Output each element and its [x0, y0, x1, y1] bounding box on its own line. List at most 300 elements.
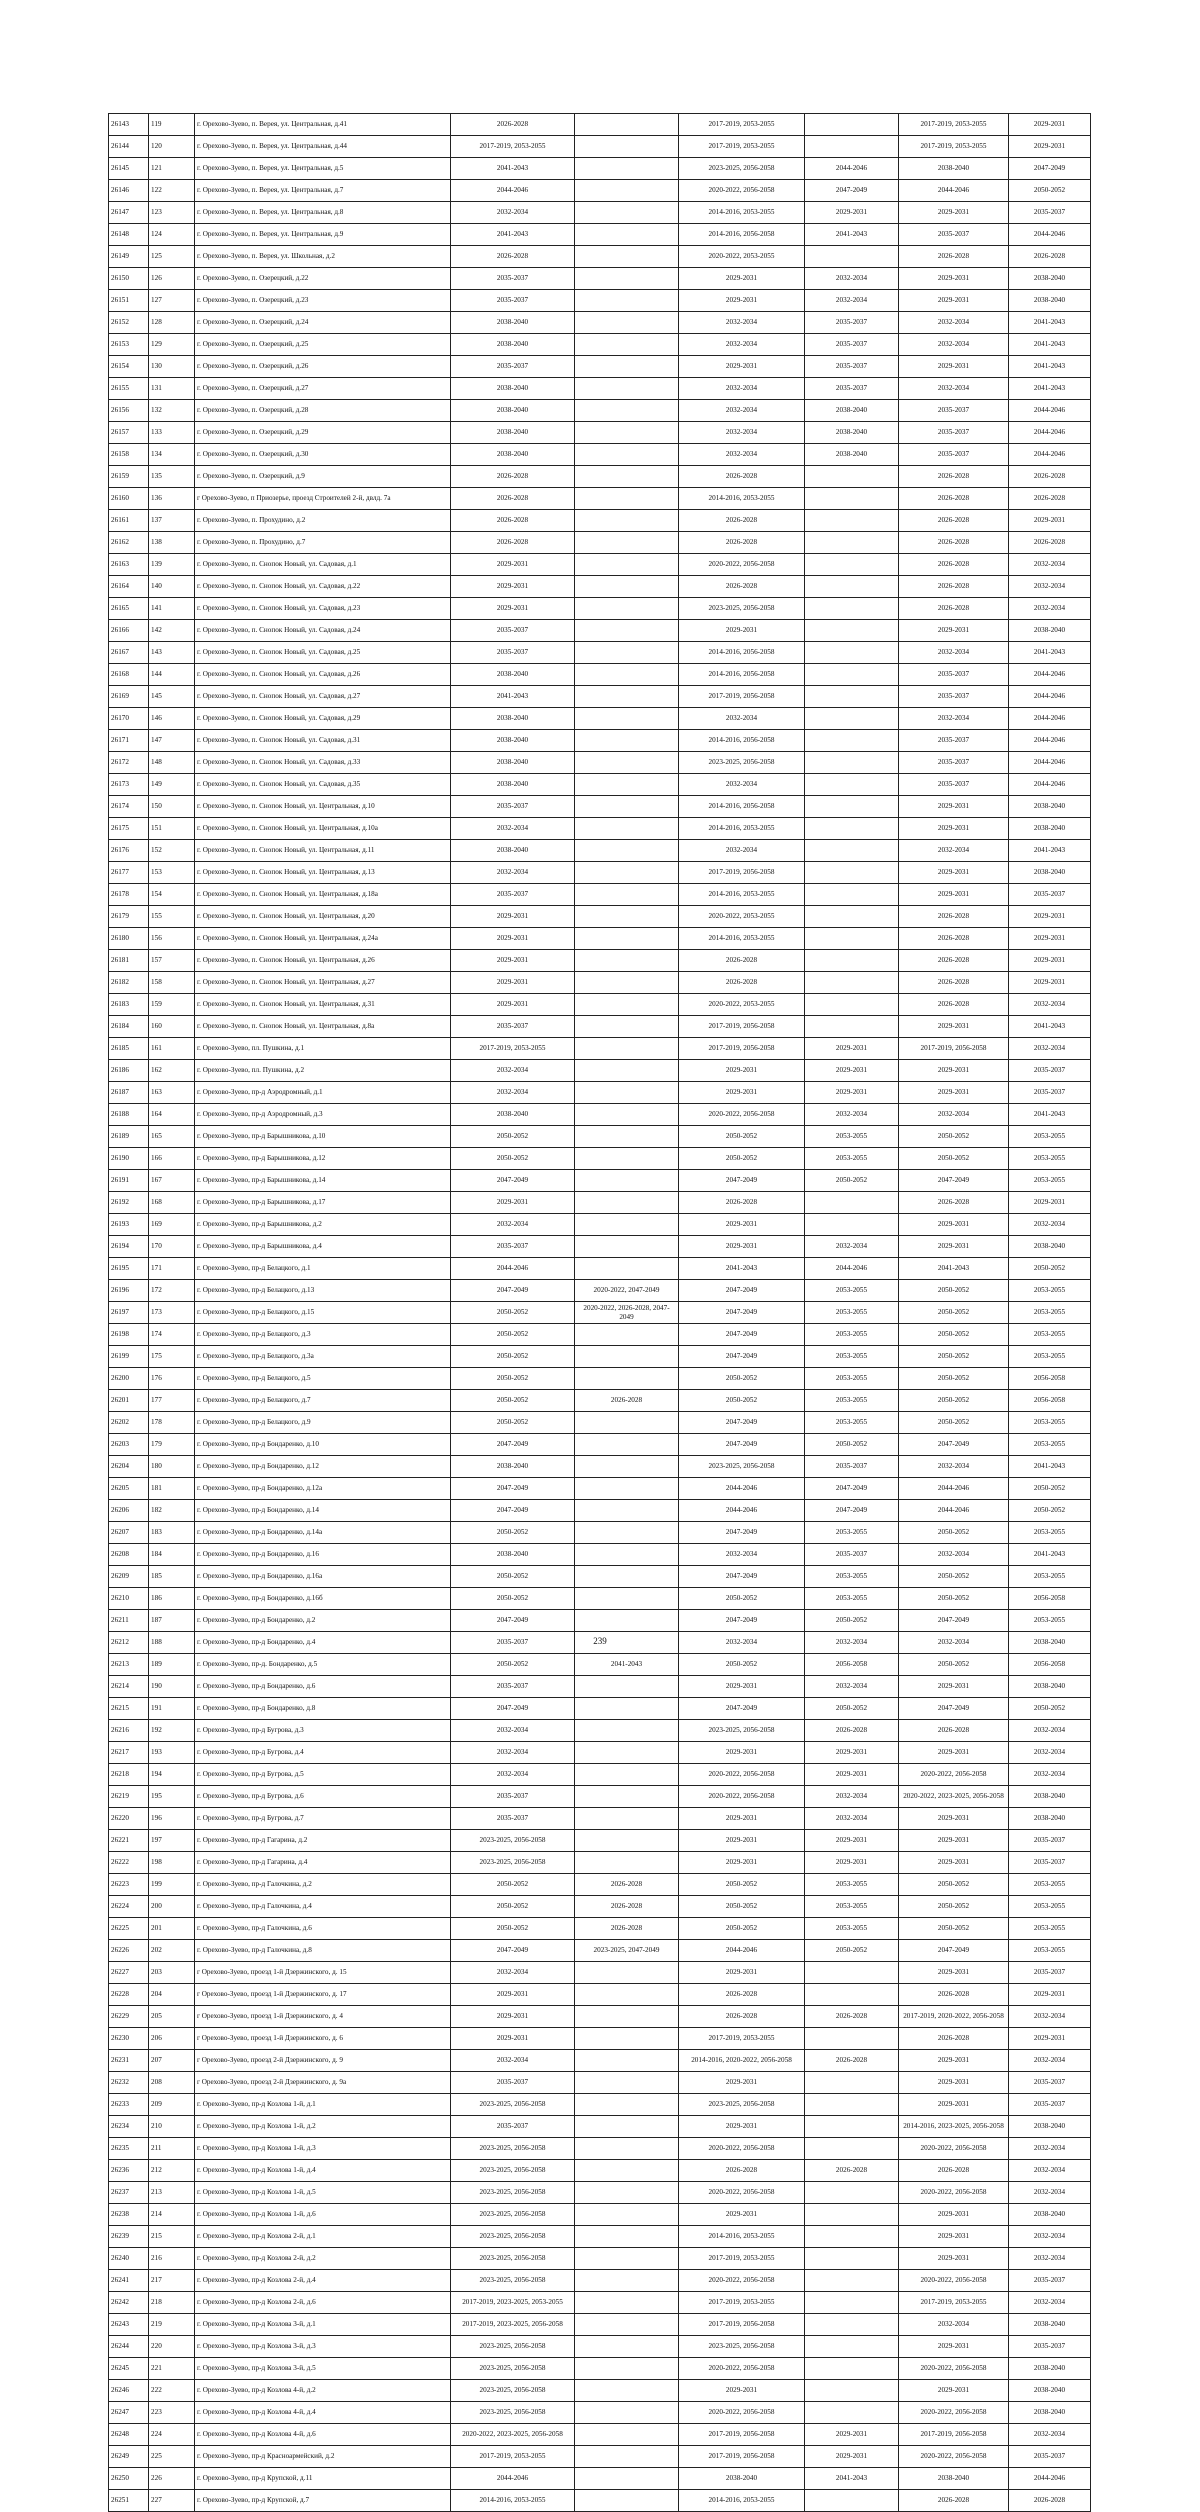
period-2-cell	[575, 158, 679, 180]
period-2-cell	[575, 752, 679, 774]
period-6-cell: 2053-2055	[1009, 1918, 1091, 1940]
row-number-cell: 26144	[109, 136, 149, 158]
table-row	[109, 180, 1091, 202]
item-number-cell: 215	[149, 2226, 195, 2248]
table-row	[109, 1896, 1091, 1918]
row-number-cell: 26224	[109, 1896, 149, 1918]
row-number-cell: 26232	[109, 2072, 149, 2094]
period-6-cell: 2038-2040	[1009, 2116, 1091, 2138]
period-1-cell: 2029-2031	[451, 2028, 575, 2050]
period-3-cell: 2026-2028	[679, 950, 805, 972]
table-row	[109, 950, 1091, 972]
item-number-cell: 186	[149, 1588, 195, 1610]
address-cell: г. Орехово-Зуево, пр-д Белацкого, д.1	[195, 1258, 451, 1280]
item-number-cell: 146	[149, 708, 195, 730]
period-5-cell: 2050-2052	[899, 1522, 1009, 1544]
period-1-cell: 2035-2037	[451, 642, 575, 664]
period-4-cell	[805, 554, 899, 576]
period-6-cell: 2032-2034	[1009, 2226, 1091, 2248]
table-row	[109, 1148, 1091, 1170]
period-1-cell: 2047-2049	[451, 1434, 575, 1456]
table-row	[109, 884, 1091, 906]
item-number-cell: 179	[149, 1434, 195, 1456]
address-cell: г. Орехово-Зуево, п. Озерецкий, д.9	[195, 466, 451, 488]
period-3-cell: 2029-2031	[679, 1742, 805, 1764]
period-4-cell	[805, 2248, 899, 2270]
period-6-cell: 2050-2052	[1009, 1500, 1091, 1522]
register-table-container	[108, 113, 1090, 2512]
period-2-cell	[575, 2336, 679, 2358]
row-number-cell: 26250	[109, 2468, 149, 2490]
table-row	[109, 730, 1091, 752]
item-number-cell: 158	[149, 972, 195, 994]
address-cell: г. Орехово-Зуево, пр-д Галочкина, д.4	[195, 1896, 451, 1918]
period-1-cell: 2038-2040	[451, 334, 575, 356]
period-5-cell: 2026-2028	[899, 576, 1009, 598]
period-2-cell	[575, 1786, 679, 1808]
period-6-cell: 2056-2058	[1009, 1654, 1091, 1676]
table-row	[109, 1126, 1091, 1148]
period-1-cell: 2029-2031	[451, 576, 575, 598]
table-row	[109, 356, 1091, 378]
item-number-cell: 195	[149, 1786, 195, 1808]
row-number-cell: 26169	[109, 686, 149, 708]
period-3-cell: 2020-2022, 2056-2058	[679, 2270, 805, 2292]
item-number-cell: 227	[149, 2490, 195, 2512]
period-1-cell: 2038-2040	[451, 1544, 575, 1566]
period-5-cell: 2029-2031	[899, 1236, 1009, 1258]
period-6-cell: 2041-2043	[1009, 1104, 1091, 1126]
row-number-cell: 26211	[109, 1610, 149, 1632]
period-6-cell: 2026-2028	[1009, 246, 1091, 268]
period-2-cell	[575, 356, 679, 378]
period-5-cell: 2029-2031	[899, 2204, 1009, 2226]
period-1-cell: 2029-2031	[451, 1984, 575, 2006]
period-1-cell: 2026-2028	[451, 246, 575, 268]
table-row	[109, 1324, 1091, 1346]
period-5-cell: 2017-2019, 2053-2055	[899, 114, 1009, 136]
period-4-cell	[805, 1214, 899, 1236]
period-3-cell: 2032-2034	[679, 840, 805, 862]
period-2-cell: 2026-2028	[575, 1390, 679, 1412]
period-6-cell: 2029-2031	[1009, 906, 1091, 928]
period-6-cell: 2035-2037	[1009, 884, 1091, 906]
period-2-cell	[575, 730, 679, 752]
period-1-cell: 2032-2034	[451, 1060, 575, 1082]
row-number-cell: 26143	[109, 114, 149, 136]
item-number-cell: 136	[149, 488, 195, 510]
period-4-cell: 2035-2037	[805, 334, 899, 356]
period-1-cell: 2041-2043	[451, 158, 575, 180]
period-6-cell: 2041-2043	[1009, 312, 1091, 334]
item-number-cell: 128	[149, 312, 195, 334]
row-number-cell: 26207	[109, 1522, 149, 1544]
table-row	[109, 906, 1091, 928]
table-row	[109, 2468, 1091, 2490]
address-cell: г. Орехово-Зуево, п. Снопок Новый, ул. Центральная, д.18а	[195, 884, 451, 906]
period-3-cell: 2026-2028	[679, 2160, 805, 2182]
period-4-cell: 2047-2049	[805, 180, 899, 202]
period-1-cell: 2017-2019, 2053-2055	[451, 136, 575, 158]
period-1-cell: 2017-2019, 2053-2055	[451, 2446, 575, 2468]
period-5-cell: 2035-2037	[899, 730, 1009, 752]
table-row	[109, 774, 1091, 796]
table-row	[109, 554, 1091, 576]
period-6-cell: 2035-2037	[1009, 2094, 1091, 2116]
row-number-cell: 26215	[109, 1698, 149, 1720]
period-1-cell: 2035-2037	[451, 1676, 575, 1698]
period-6-cell: 2053-2055	[1009, 1324, 1091, 1346]
period-2-cell	[575, 1368, 679, 1390]
period-1-cell: 2029-2031	[451, 1192, 575, 1214]
address-cell: г Орехово-Зуево, проезд 1-й Дзержинского, д. 15	[195, 1962, 451, 1984]
item-number-cell: 171	[149, 1258, 195, 1280]
period-6-cell: 2026-2028	[1009, 532, 1091, 554]
period-4-cell	[805, 1962, 899, 1984]
period-4-cell: 2026-2028	[805, 2006, 899, 2028]
row-number-cell: 26154	[109, 356, 149, 378]
period-2-cell	[575, 774, 679, 796]
address-cell: г. Орехово-Зуево, п. Снопок Новый, ул. Садовая, д.31	[195, 730, 451, 752]
period-2-cell	[575, 1764, 679, 1786]
period-6-cell: 2026-2028	[1009, 488, 1091, 510]
period-4-cell	[805, 2292, 899, 2314]
period-5-cell: 2029-2031	[899, 1676, 1009, 1698]
row-number-cell: 26149	[109, 246, 149, 268]
row-number-cell: 26219	[109, 1786, 149, 1808]
period-5-cell: 2032-2034	[899, 1632, 1009, 1654]
period-4-cell	[805, 576, 899, 598]
period-3-cell: 2014-2016, 2056-2058	[679, 664, 805, 686]
period-1-cell: 2026-2028	[451, 510, 575, 532]
period-2-cell: 2026-2028	[575, 1896, 679, 1918]
item-number-cell: 173	[149, 1302, 195, 1324]
period-1-cell: 2038-2040	[451, 752, 575, 774]
period-5-cell: 2026-2028	[899, 1984, 1009, 2006]
period-4-cell: 2026-2028	[805, 1720, 899, 1742]
period-5-cell: 2032-2034	[899, 840, 1009, 862]
period-1-cell: 2032-2034	[451, 862, 575, 884]
period-6-cell: 2032-2034	[1009, 2248, 1091, 2270]
period-4-cell: 2029-2031	[805, 1082, 899, 1104]
period-3-cell: 2047-2049	[679, 1280, 805, 1302]
register-table-body	[109, 114, 1091, 2512]
period-3-cell: 2047-2049	[679, 1698, 805, 1720]
period-3-cell: 2014-2016, 2053-2055	[679, 202, 805, 224]
row-number-cell: 26160	[109, 488, 149, 510]
period-1-cell: 2032-2034	[451, 2050, 575, 2072]
item-number-cell: 137	[149, 510, 195, 532]
period-1-cell: 2026-2028	[451, 466, 575, 488]
period-2-cell	[575, 1346, 679, 1368]
period-6-cell: 2044-2046	[1009, 686, 1091, 708]
table-row	[109, 1478, 1091, 1500]
table-row	[109, 1874, 1091, 1896]
item-number-cell: 159	[149, 994, 195, 1016]
address-cell: г. Орехово-Зуево, пр-д Бугрова, д.7	[195, 1808, 451, 1830]
period-1-cell: 2023-2025, 2056-2058	[451, 2336, 575, 2358]
period-3-cell: 2029-2031	[679, 1236, 805, 1258]
row-number-cell: 26147	[109, 202, 149, 224]
table-row	[109, 840, 1091, 862]
address-cell: г. Орехово-Зуево, п. Снопок Новый, ул. Центральная, д.27	[195, 972, 451, 994]
period-6-cell: 2038-2040	[1009, 2204, 1091, 2226]
row-number-cell: 26150	[109, 268, 149, 290]
period-4-cell: 2053-2055	[805, 1280, 899, 1302]
period-1-cell: 2047-2049	[451, 1280, 575, 1302]
period-4-cell	[805, 818, 899, 840]
period-6-cell: 2035-2037	[1009, 1852, 1091, 1874]
period-5-cell: 2029-2031	[899, 862, 1009, 884]
row-number-cell: 26201	[109, 1390, 149, 1412]
table-row	[109, 2094, 1091, 2116]
period-3-cell: 2017-2019, 2053-2055	[679, 2292, 805, 2314]
period-2-cell	[575, 1566, 679, 1588]
address-cell: г. Орехово-Зуево, п. Озерецкий, д.29	[195, 422, 451, 444]
period-6-cell: 2041-2043	[1009, 378, 1091, 400]
period-1-cell: 2023-2025, 2056-2058	[451, 2182, 575, 2204]
period-3-cell: 2017-2019, 2056-2058	[679, 686, 805, 708]
table-row	[109, 1610, 1091, 1632]
period-4-cell	[805, 1016, 899, 1038]
row-number-cell: 26164	[109, 576, 149, 598]
period-4-cell	[805, 2402, 899, 2424]
address-cell: г. Орехово-Зуево, пр-д Бугрова, д.5	[195, 1764, 451, 1786]
period-5-cell: 2035-2037	[899, 224, 1009, 246]
period-3-cell: 2047-2049	[679, 1302, 805, 1324]
period-6-cell: 2032-2034	[1009, 598, 1091, 620]
period-5-cell: 2035-2037	[899, 400, 1009, 422]
item-number-cell: 207	[149, 2050, 195, 2072]
row-number-cell: 26244	[109, 2336, 149, 2358]
item-number-cell: 177	[149, 1390, 195, 1412]
period-6-cell: 2038-2040	[1009, 1236, 1091, 1258]
period-2-cell	[575, 1588, 679, 1610]
period-3-cell: 2047-2049	[679, 1324, 805, 1346]
period-3-cell: 2014-2016, 2053-2055	[679, 488, 805, 510]
period-6-cell: 2029-2031	[1009, 1984, 1091, 2006]
period-5-cell: 2050-2052	[899, 1412, 1009, 1434]
period-3-cell: 2047-2049	[679, 1346, 805, 1368]
period-2-cell	[575, 180, 679, 202]
period-5-cell: 2020-2022, 2056-2058	[899, 1764, 1009, 1786]
period-2-cell	[575, 884, 679, 906]
period-2-cell	[575, 2314, 679, 2336]
period-3-cell: 2017-2019, 2053-2055	[679, 2028, 805, 2050]
item-number-cell: 188	[149, 1632, 195, 1654]
period-6-cell: 2041-2043	[1009, 642, 1091, 664]
period-5-cell: 2017-2019, 2053-2055	[899, 136, 1009, 158]
row-number-cell: 26172	[109, 752, 149, 774]
period-6-cell: 2050-2052	[1009, 1698, 1091, 1720]
period-5-cell: 2035-2037	[899, 752, 1009, 774]
period-2-cell	[575, 1104, 679, 1126]
table-row	[109, 2138, 1091, 2160]
item-number-cell: 151	[149, 818, 195, 840]
period-4-cell	[805, 796, 899, 818]
row-number-cell: 26197	[109, 1302, 149, 1324]
table-row	[109, 1192, 1091, 1214]
item-number-cell: 174	[149, 1324, 195, 1346]
period-5-cell: 2050-2052	[899, 1302, 1009, 1324]
period-5-cell: 2029-2031	[899, 818, 1009, 840]
period-3-cell: 2014-2016, 2056-2058	[679, 642, 805, 664]
period-2-cell	[575, 1742, 679, 1764]
period-4-cell	[805, 862, 899, 884]
period-4-cell	[805, 972, 899, 994]
period-2-cell	[575, 2468, 679, 2490]
table-row	[109, 312, 1091, 334]
period-4-cell: 2032-2034	[805, 1808, 899, 1830]
period-3-cell: 2032-2034	[679, 444, 805, 466]
row-number-cell: 26208	[109, 1544, 149, 1566]
period-6-cell: 2056-2058	[1009, 1588, 1091, 1610]
table-row	[109, 532, 1091, 554]
period-5-cell: 2020-2022, 2056-2058	[899, 2358, 1009, 2380]
period-6-cell: 2032-2034	[1009, 1038, 1091, 1060]
address-cell: г. Орехово-Зуево, пр-д Белацкого, д.15	[195, 1302, 451, 1324]
period-4-cell	[805, 994, 899, 1016]
period-3-cell: 2047-2049	[679, 1566, 805, 1588]
table-row	[109, 1170, 1091, 1192]
row-number-cell: 26173	[109, 774, 149, 796]
period-2-cell	[575, 664, 679, 686]
period-5-cell: 2029-2031	[899, 1214, 1009, 1236]
item-number-cell: 214	[149, 2204, 195, 2226]
period-1-cell: 2029-2031	[451, 906, 575, 928]
period-1-cell: 2023-2025, 2056-2058	[451, 2358, 575, 2380]
period-4-cell: 2041-2043	[805, 224, 899, 246]
address-cell: г. Орехово-Зуево, пр-д Козлова 3-й, д.1	[195, 2314, 451, 2336]
period-6-cell: 2053-2055	[1009, 1874, 1091, 1896]
row-number-cell: 26162	[109, 532, 149, 554]
period-6-cell: 2029-2031	[1009, 972, 1091, 994]
period-2-cell	[575, 576, 679, 598]
address-cell: г. Орехово-Зуево, п. Верея, ул. Центральная, д.8	[195, 202, 451, 224]
address-cell: г. Орехово-Зуево, пр-д Козлова 2-й, д.4	[195, 2270, 451, 2292]
period-4-cell: 2029-2031	[805, 1742, 899, 1764]
item-number-cell: 153	[149, 862, 195, 884]
period-4-cell	[805, 246, 899, 268]
period-1-cell: 2050-2052	[451, 1522, 575, 1544]
period-2-cell	[575, 1258, 679, 1280]
period-4-cell: 2053-2055	[805, 1896, 899, 1918]
period-2-cell	[575, 2292, 679, 2314]
period-2-cell	[575, 1038, 679, 1060]
period-6-cell: 2053-2055	[1009, 1126, 1091, 1148]
period-5-cell: 2035-2037	[899, 664, 1009, 686]
period-4-cell: 2035-2037	[805, 1456, 899, 1478]
address-cell: г. Орехово-Зуево, пр-д Белацкого, д.3	[195, 1324, 451, 1346]
period-5-cell: 2026-2028	[899, 906, 1009, 928]
address-cell: г. Орехово-Зуево, пр-д Козлова 2-й, д.6	[195, 2292, 451, 2314]
period-3-cell: 2017-2019, 2056-2058	[679, 1038, 805, 1060]
table-row	[109, 2358, 1091, 2380]
item-number-cell: 149	[149, 774, 195, 796]
address-cell: г. Орехово-Зуево, пр-д Бондаренко, д.16а	[195, 1566, 451, 1588]
period-2-cell	[575, 532, 679, 554]
period-6-cell: 2056-2058	[1009, 1368, 1091, 1390]
item-number-cell: 123	[149, 202, 195, 224]
period-5-cell: 2050-2052	[899, 1390, 1009, 1412]
row-number-cell: 26188	[109, 1104, 149, 1126]
period-4-cell: 2026-2028	[805, 2050, 899, 2072]
period-5-cell: 2026-2028	[899, 928, 1009, 950]
period-3-cell: 2041-2043	[679, 1258, 805, 1280]
row-number-cell: 26165	[109, 598, 149, 620]
period-3-cell: 2026-2028	[679, 2006, 805, 2028]
address-cell: г. Орехово-Зуево, п. Снопок Новый, ул. Садовая, д.26	[195, 664, 451, 686]
period-1-cell: 2050-2052	[451, 1324, 575, 1346]
period-4-cell: 2044-2046	[805, 1258, 899, 1280]
address-cell: г. Орехово-Зуево, пр-д Барышникова, д.2	[195, 1214, 451, 1236]
period-1-cell: 2035-2037	[451, 620, 575, 642]
address-cell: г. Орехово-Зуево, п. Озерецкий, д.25	[195, 334, 451, 356]
address-cell: г Орехово-Зуево, проезд 2-й Дзержинского, д. 9а	[195, 2072, 451, 2094]
item-number-cell: 224	[149, 2424, 195, 2446]
address-cell: г. Орехово-Зуево, пр-д Козлова 2-й, д.2	[195, 2248, 451, 2270]
period-2-cell	[575, 1698, 679, 1720]
period-5-cell: 2017-2019, 2056-2058	[899, 2424, 1009, 2446]
row-number-cell: 26156	[109, 400, 149, 422]
period-5-cell: 2020-2022, 2056-2058	[899, 2402, 1009, 2424]
period-2-cell	[575, 444, 679, 466]
period-3-cell: 2020-2022, 2056-2058	[679, 2138, 805, 2160]
period-5-cell: 2029-2031	[899, 620, 1009, 642]
row-number-cell: 26194	[109, 1236, 149, 1258]
period-4-cell: 2038-2040	[805, 422, 899, 444]
row-number-cell: 26240	[109, 2248, 149, 2270]
period-4-cell	[805, 752, 899, 774]
item-number-cell: 143	[149, 642, 195, 664]
period-3-cell: 2020-2022, 2053-2055	[679, 994, 805, 1016]
period-5-cell: 2029-2031	[899, 2050, 1009, 2072]
period-4-cell	[805, 642, 899, 664]
period-2-cell	[575, 2116, 679, 2138]
period-2-cell	[575, 422, 679, 444]
period-5-cell: 2029-2031	[899, 1060, 1009, 1082]
period-5-cell: 2035-2037	[899, 686, 1009, 708]
period-2-cell	[575, 972, 679, 994]
item-number-cell: 201	[149, 1918, 195, 1940]
item-number-cell: 192	[149, 1720, 195, 1742]
period-6-cell: 2038-2040	[1009, 2380, 1091, 2402]
item-number-cell: 218	[149, 2292, 195, 2314]
period-3-cell: 2029-2031	[679, 1060, 805, 1082]
period-2-cell	[575, 1214, 679, 1236]
period-3-cell: 2014-2016, 2056-2058	[679, 796, 805, 818]
period-5-cell: 2026-2028	[899, 554, 1009, 576]
period-4-cell: 2032-2034	[805, 1786, 899, 1808]
item-number-cell: 196	[149, 1808, 195, 1830]
period-5-cell: 2035-2037	[899, 774, 1009, 796]
table-row	[109, 466, 1091, 488]
period-5-cell: 2050-2052	[899, 1874, 1009, 1896]
table-row	[109, 1984, 1091, 2006]
row-number-cell: 26191	[109, 1170, 149, 1192]
row-number-cell: 26189	[109, 1126, 149, 1148]
row-number-cell: 26229	[109, 2006, 149, 2028]
period-5-cell: 2050-2052	[899, 1588, 1009, 1610]
period-1-cell: 2050-2052	[451, 1412, 575, 1434]
period-6-cell: 2032-2034	[1009, 1764, 1091, 1786]
period-4-cell: 2038-2040	[805, 400, 899, 422]
period-4-cell	[805, 620, 899, 642]
table-row	[109, 422, 1091, 444]
period-6-cell: 2041-2043	[1009, 356, 1091, 378]
period-3-cell: 2050-2052	[679, 1148, 805, 1170]
period-6-cell: 2038-2040	[1009, 1786, 1091, 1808]
